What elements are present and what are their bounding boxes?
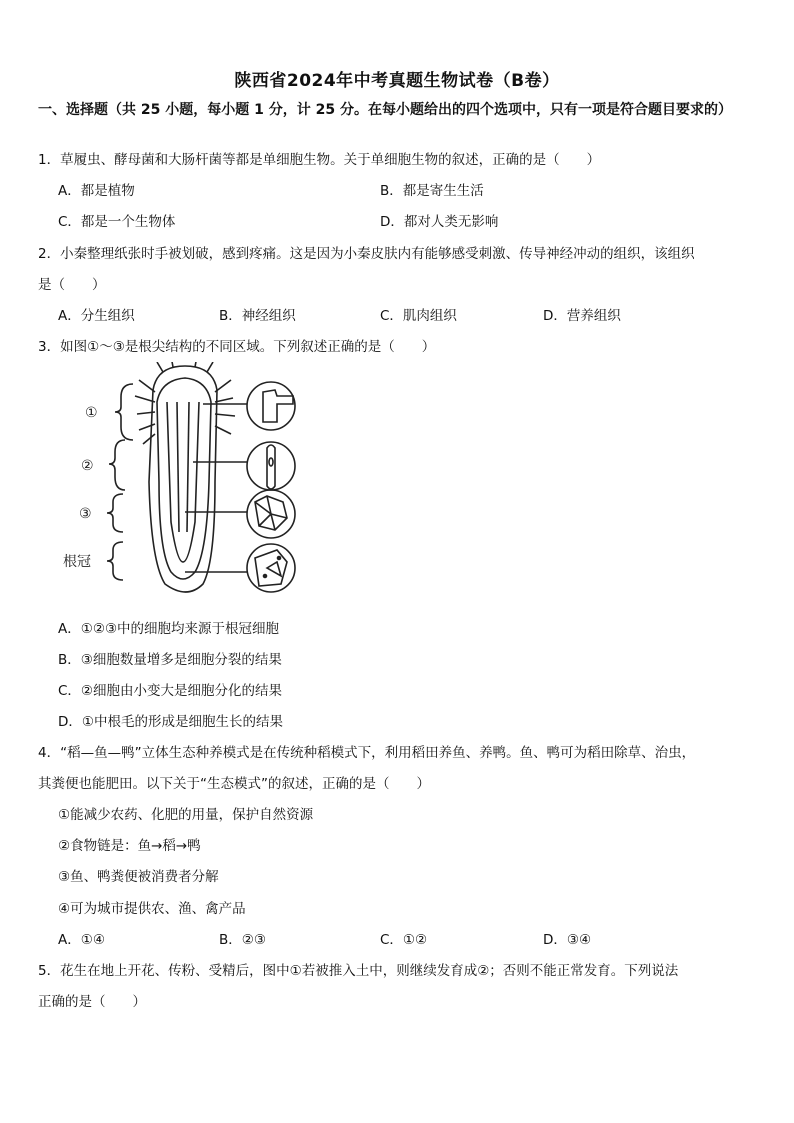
- q4-stem-line1: 4．“稻—鱼—鸭”立体生态种养模式是在传统种稻模式下，利用稻田养鱼、养鸭。鱼、鸭可为稻田除草、治虫，: [38, 745, 696, 761]
- q3-option-d: D．①中根毛的形成是细胞生长的结果: [58, 714, 283, 730]
- q2-stem-line1: 2．小秦整理纸张时手被划破，感到疼痛。这是因为小秦皮肤内有能够感受刺激、传导神经冲动的组织，该组织: [38, 246, 695, 262]
- q3-option-a: A．①②③中的细胞均来源于根冠细胞: [58, 621, 280, 637]
- q2-option-a: A．分生组织: [58, 308, 135, 324]
- q4-option-a: A．①④: [58, 932, 105, 948]
- q3-option-b: B．③细胞数量增多是细胞分裂的结果: [58, 652, 282, 668]
- q4-stem-line2: 其粪便也能肥田。以下关于“生态模式”的叙述，正确的是（ ）: [38, 776, 430, 792]
- q4-item-4: ④可为城市提供农、渔、禽产品: [58, 901, 246, 917]
- figure-label-1: ①: [85, 405, 98, 421]
- q5-stem-line2: 正确的是（ ）: [38, 994, 146, 1010]
- q4-item-3: ③鱼、鸭粪便被消费者分解: [58, 869, 219, 885]
- q2-option-d: D．营养组织: [543, 308, 621, 324]
- q4-item-2: ②食物链是：鱼→稻→鸭: [58, 838, 201, 854]
- q3-stem: 3．如图①～③是根尖结构的不同区域。下列叙述正确的是（ ）: [38, 339, 436, 355]
- q4-option-b: B．②③: [219, 932, 266, 948]
- root-tip-figure: [55, 362, 315, 602]
- q1-option-d: D．都对人类无影响: [380, 214, 499, 230]
- q4-option-d: D．③④: [543, 932, 592, 948]
- figure-label-rootcap: 根冠: [63, 554, 91, 570]
- q1-stem: 1．草履虫、酵母菌和大肠杆菌等都是单细胞生物。关于单细胞生物的叙述，正确的是（ ）: [38, 152, 601, 168]
- q2-option-b: B．神经组织: [219, 308, 296, 324]
- page-title: 陕西省2024年中考真题生物试卷（B卷）: [234, 71, 560, 91]
- q1-option-c: C．都是一个生物体: [58, 214, 176, 230]
- q4-option-c: C．①②: [380, 932, 428, 948]
- q1-option-a: A．都是植物: [58, 183, 135, 199]
- q3-option-c: C．②细胞由小变大是细胞分化的结果: [58, 683, 283, 699]
- q5-stem-line1: 5．花生在地上开花、传粉、受精后，图中①若被推入土中，则继续发育成②；否则不能正常发育。下列说法: [38, 963, 679, 979]
- q4-item-1: ①能减少农药、化肥的用量，保护自然资源: [58, 807, 314, 823]
- q2-stem-line2: 是（ ）: [38, 277, 106, 293]
- figure-label-3: ③: [79, 506, 92, 522]
- q1-option-b: B．都是寄生生活: [380, 183, 484, 199]
- section-heading: 一、选择题（共 25 小题，每小题 1 分，计 25 分。在每小题给出的四个选项中，只有一项是符合题目要求的）: [38, 102, 732, 118]
- q2-option-c: C．肌肉组织: [380, 308, 457, 324]
- figure-label-2: ②: [81, 458, 94, 474]
